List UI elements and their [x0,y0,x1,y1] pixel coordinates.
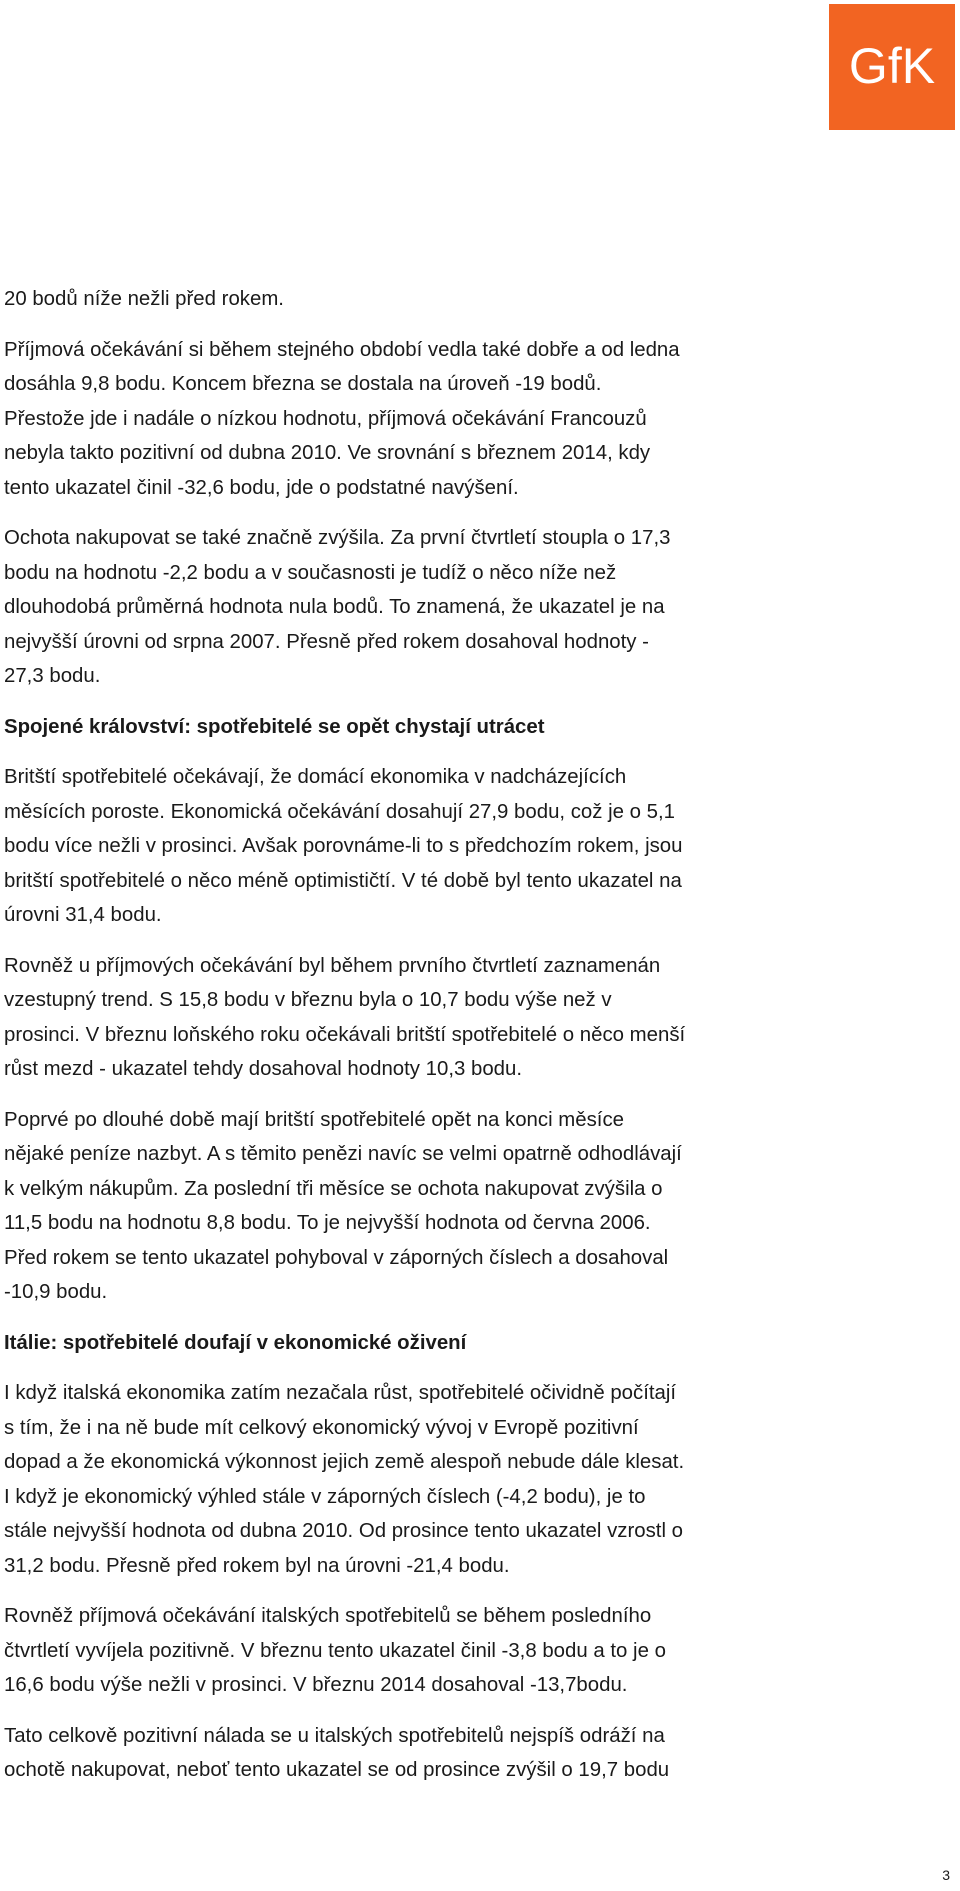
text-line: Před rokem se tento ukazatel pohyboval v záporných číslech a dosahoval [4,1246,669,1269]
text-line: Přestože jde i nadále o nízkou hodnotu, příjmová očekávání Francouzů [4,407,647,430]
paragraph [4,949,812,1087]
text-line: dosáhla 9,8 bodu. Koncem března se dostala na úroveň -19 bodů. [4,373,602,395]
text-line: k velkým nákupům. Za poslední tři měsíce se ochota nakupovat zvýšila o [4,1177,663,1200]
paragraph [4,760,812,933]
text-line: nebyla takto pozitivní od dubna 2010. Ve srovnání s březnem 2014, kdy [4,442,651,464]
gfk-logo [829,4,955,130]
text-line: Rovněž příjmová očekávání italských spotřebitelů se během posledního [4,1605,652,1627]
paragraph-gap [4,1583,812,1599]
text-line: 16,6 bodu výše nežli v prosinci. V březnu 2014 dosahoval -13,7bodu. [4,1674,628,1696]
text-line: 20 bodů níže nežli před rokem. [4,288,284,310]
paragraph [4,333,812,506]
text-line: úrovni 31,4 bodu. [4,904,162,926]
heading-line: Itálie: spotřebitelé doufají v ekonomické oživení [4,1331,467,1354]
paragraph-gap [4,317,812,333]
text-line: I když je ekonomický výhled stále v záporných číslech (-4,2 bodu), je to [4,1485,646,1508]
text-line: nějaké peníze nazbyt. A s těmito penězi navíc se velmi opatrně odhodlávají [4,1143,682,1165]
text-line: Rovněž u příjmových očekávání byl během prvního čtvrtletí zaznamenán [4,954,661,977]
svg-text:GfK: GfK [848,38,936,94]
text-line: tento ukazatel činil -32,6 bodu, jde o podstatné navýšení. [4,476,519,499]
text-line: Britští spotřebitelé očekávají, že domácí ekonomika v nadcházejících [4,766,627,788]
text-line: měsících poroste. Ekonomická očekávání dosahují 27,9 bodu, což je o 5,1 [4,800,676,823]
text-line: britští spotřebitelé o něco méně optimističtí. V té době byl tento ukazatel na [4,869,682,892]
paragraph [4,1719,812,1788]
paragraph [4,282,812,317]
text-line: dopad a že ekonomická výkonnost jejich země alespoň nebude dále klesat. [4,1451,685,1473]
text-line: prosinci. V březnu loňského roku očekávali britští spotřebitelé o něco menší [4,1023,686,1046]
text-line: Ochota nakupovat se také značně zvýšila. Za první čtvrtletí stoupla o 17,3 [4,527,671,549]
text-line: 27,3 bodu. [4,665,101,687]
text-line: Příjmová očekávání si během stejného období vedla také dobře a od ledna [4,338,680,361]
text-line: 31,2 bodu. Přesně před rokem byl na úrovni -21,4 bodu. [4,1554,510,1577]
text-line: vzestupný trend. S 15,8 bodu v březnu byla o 10,7 bodu výše než v [4,989,612,1011]
paragraph-gap [4,1703,812,1719]
paragraph-gap [4,744,812,760]
document-body [4,282,812,1788]
text-line: bodu více nežli v prosinci. Avšak porovnáme-li to s předchozím rokem, jsou [4,835,683,857]
text-line: Poprvé po dlouhé době mají britští spotřebitelé opět na konci měsíce [4,1108,625,1131]
text-line: 11,5 bodu na hodnotu 8,8 bodu. To je nejvyšší hodnota od června 2006. [4,1212,651,1234]
text-line: čtvrtletí vyvíjela pozitivně. V březnu tento ukazatel činil -3,8 bodu a to je o [4,1639,666,1662]
paragraph-gap [4,1360,812,1376]
paragraph-gap [4,694,812,710]
gfk-logo-mark [837,27,947,107]
paragraph-gap [4,1310,812,1326]
section-heading [4,1326,812,1361]
page-number: 3 [942,1867,950,1883]
text-line: bodu na hodnotu -2,2 bodu a v současnosti je tudíž o něco níže než [4,561,617,584]
text-line: s tím, že i na ně bude mít celkový ekonomický vývoj v Evropě pozitivní [4,1416,639,1439]
text-line: stále nejvyšší hodnota od dubna 2010. Od prosince tento ukazatel vzrostl o [4,1520,683,1542]
paragraph-gap [4,1087,812,1103]
text-line: nejvyšší úrovni od srpna 2007. Přesně před rokem dosahoval hodnoty - [4,630,649,653]
paragraph [4,1103,812,1310]
text-line: -10,9 bodu. [4,1281,108,1303]
paragraph-gap [4,933,812,949]
text-line: I když italská ekonomika zatím nezačala růst, spotřebitelé očividně počítají [4,1382,677,1404]
section-heading [4,710,812,745]
paragraph [4,1599,812,1703]
paragraph-gap [4,505,812,521]
text-line: růst mezd - ukazatel tehdy dosahoval hodnoty 10,3 bodu. [4,1058,523,1080]
paragraph [4,521,812,694]
text-line: dlouhodobá průměrná hodnota nula bodů. To znamená, že ukazatel je na [4,596,665,618]
heading-line: Spojené království: spotřebitelé se opět chystají utrácet [4,715,545,738]
paragraph [4,1376,812,1583]
text-line: Tato celkově pozitivní nálada se u italských spotřebitelů nejspíš odráží na [4,1724,665,1747]
text-line: ochotě nakupovat, neboť tento ukazatel se od prosince zvýšil o 19,7 bodu [4,1759,670,1781]
